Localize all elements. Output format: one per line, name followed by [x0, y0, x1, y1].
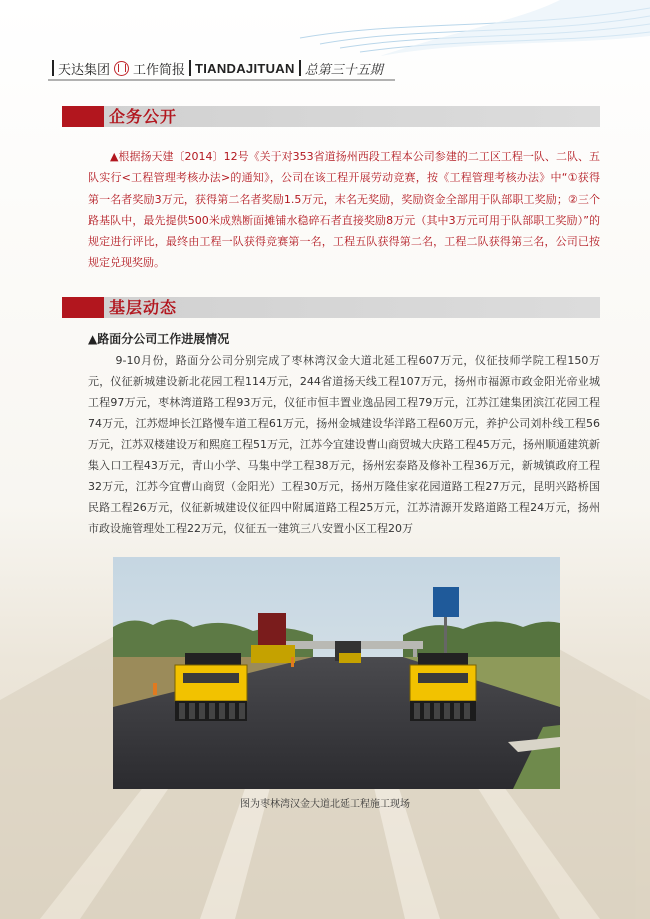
enterprise-affairs-paragraph: ▲根据扬天建〔2014〕12号《关于对353省道扬州西段工程本公司参建的二工区工程一队、二队、五队实行<工程管理考核办法>的通知》，公司在该工程开展劳动竞赛，按《工程管理考核办法》中“①获得第一名者奖励3万元，获得第二名者奖励1.5万元，末名无奖励，奖励资金全部用于队部职工奖励；②三个路基队中，最先提供500米成熟断面摊铺水稳碎石者直接奖励8万元（其中3万元可用于队部职工奖励）”的规定进行评比，最终由工程一队获得竞赛第一名，工程五队获得第二名，工程二队获得第三名，公司已按规定兑现奖励。 — [88, 150, 600, 270]
photo-caption: 图为枣林湾汉金大道北延工程施工现场 — [240, 799, 410, 810]
construction-site-photo — [113, 557, 560, 789]
company-logo-icon — [114, 61, 129, 76]
section-title: 企务公开 — [109, 107, 178, 126]
company-pinyin: TIANDAJITUAN — [195, 60, 295, 76]
left-roller — [175, 653, 247, 721]
company-name: 天达集团 — [58, 62, 111, 78]
header-divider — [299, 60, 301, 76]
section-header-enterprise-affairs — [62, 106, 600, 127]
section-title: 基层动态 — [109, 298, 178, 317]
header-divider — [52, 60, 54, 76]
article-subtitle: ▲路面分公司工作进展情况 — [88, 332, 230, 346]
article-body: 9-10月份，路面分公司分别完成了枣林湾汉金大道北延工程607万元，仪征技师学院工程150万元，仪征新城建设新北花园工程114万元，244省道扬天线工程107万元，扬州市福源市政金阳光帝业城工程97万元，枣林湾道路工程93万元，仪征市恒丰置业逸品园工程79万元，江苏江建集团滨江花园工程74万元，江苏煜坤长江路慢车道工程61万元，扬州金城建设华洋路工程60万元，养护公司刘朴线工程56万元，江苏双楼建设万和熙庭工程51万元，江苏今宜建设曹山商贸城大庆路工程45万元，扬州顺通建筑新集入口工程43万元，青山小学、马集中学工程38万元，扬州宏泰路及修补工程36万元，新城镇政府工程32万元，江苏今宜曹山商贸（金阳光）工程30万元，扬州万隆佳家花园道路工程27万元，昆明兴路桥国民路工程26万元，仪征新城建设仪征四中附属道路工程25万元，江苏清源开发路道路工程24万元，扬州市政设施管理处工程22万元，仪征五一建筑三八安置小区工程20万 — [88, 354, 600, 535]
header-divider — [189, 60, 191, 76]
section-header-grassroots-news — [62, 297, 600, 318]
section-marker — [62, 106, 104, 127]
bulletin-name: 工作简报 — [133, 62, 186, 78]
right-roller — [410, 653, 476, 721]
page-header — [48, 57, 383, 79]
issue-number: 总第三十五期 — [304, 62, 383, 78]
section-marker — [62, 297, 104, 318]
